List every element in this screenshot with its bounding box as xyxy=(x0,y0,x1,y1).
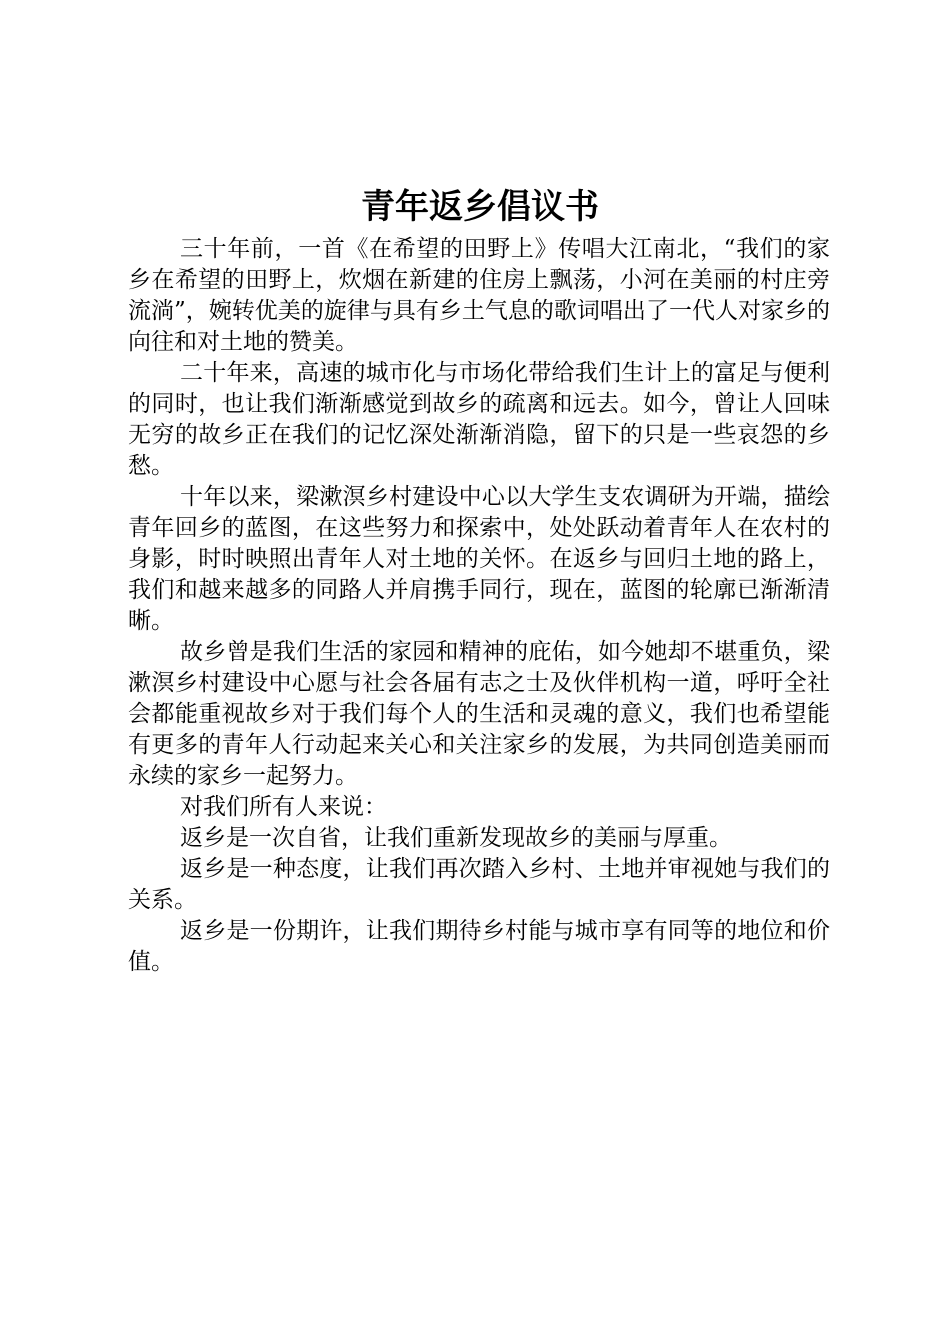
paragraph-7: 返乡是一种态度，让我们再次踏入乡村、土地并审视她与我们的关系。 xyxy=(128,856,830,913)
document-title: 青年返乡倡议书 xyxy=(361,187,599,227)
document-body xyxy=(128,234,830,978)
paragraph-2: 二十年来，高速的城市化与市场化带给我们生计上的富足与便利的同时，也让我们渐渐感觉到故乡的疏离和远去。如今，曾让人回味无穷的故乡正在我们的记忆深处渐渐消隐，留下的只是一些哀怨的乡愁。 xyxy=(128,360,830,479)
paragraph-8: 返乡是一份期许，让我们期待乡村能与城市享有同等的地位和价值。 xyxy=(128,918,830,975)
paragraph-3: 十年以来，梁漱溟乡村建设中心以大学生支农调研为开端，描绘青年回乡的蓝图，在这些努力和探索中，处处跃动着青年人在农村的身影，时时映照出青年人对土地的关怀。在返乡与回归土地的路上，我们和越来越多的同路人并肩携手同行，现在，蓝图的轮廓已渐渐清晰。 xyxy=(128,484,830,634)
paragraph-1: 三十年前，一首《在希望的田野上》传唱大江南北，“我们的家乡在希望的田野上，炊烟在新建的住房上飘荡，小河在美丽的村庄旁流淌”，婉转优美的旋律与具有乡土气息的歌词唱出了一代人对家乡的向往和对土地的赞美。 xyxy=(128,236,830,355)
paragraph-6: 返乡是一次自省，让我们重新发现故乡的美丽与厚重。 xyxy=(180,825,732,851)
paragraph-5: 对我们所有人来说： xyxy=(180,794,387,820)
paragraph-4: 故乡曾是我们生活的家园和精神的庇佑，如今她却不堪重负，梁漱溟乡村建设中心愿与社会各届有志之士及伙伴机构一道，呼吁全社会都能重视故乡对于我们每个人的生活和灵魂的意义，我们也希望能有更多的青年人行动起来关心和关注家乡的发展，为共同创造美丽而永续的家乡一起努力。 xyxy=(128,639,830,789)
